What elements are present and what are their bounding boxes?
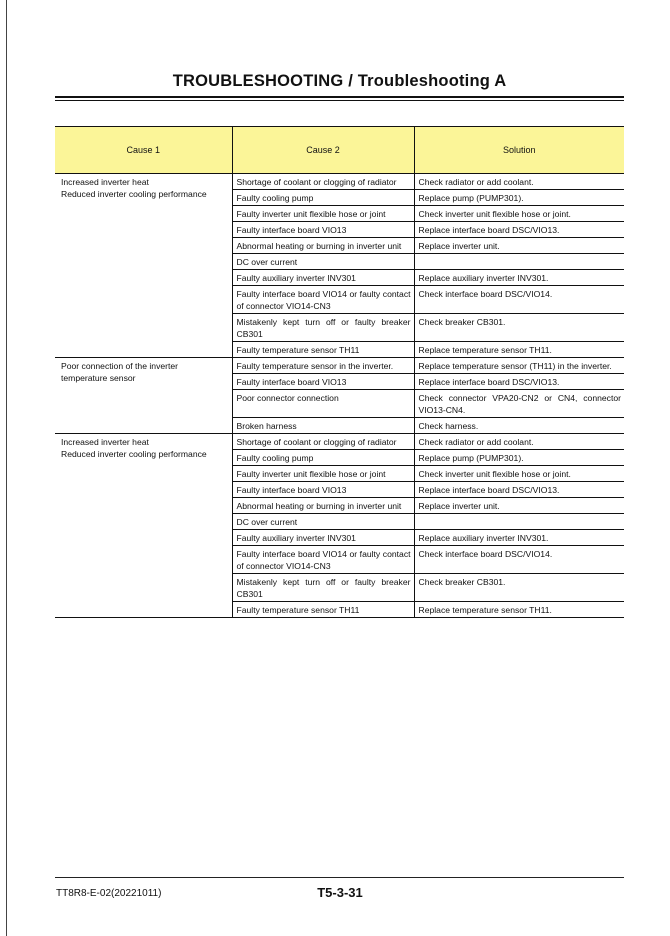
solution-cell: [414, 254, 624, 270]
solution-cell: Check radiator or add coolant.: [414, 434, 624, 450]
cause-2-cell: Shortage of coolant or clogging of radiator: [232, 174, 414, 190]
cause-2-cell: Faulty interface board VIO14 or faulty contact of connector VIO14-CN3: [232, 286, 414, 314]
cause-2-cell: Faulty temperature sensor TH11: [232, 602, 414, 618]
cause-2-cell: Shortage of coolant or clogging of radiator: [232, 434, 414, 450]
table-body: [55, 174, 624, 618]
solution-cell: Check breaker CB301.: [414, 574, 624, 602]
solution-cell: Check interface board DSC/VIO14.: [414, 546, 624, 574]
cause-1-line: temperature sensor: [61, 373, 136, 383]
table-row: [55, 358, 624, 374]
header-cause-2: Cause 2: [232, 127, 414, 174]
title-rule-thick: [55, 96, 624, 98]
cause-2-cell: Faulty interface board VIO13: [232, 374, 414, 390]
solution-cell: Replace auxiliary inverter INV301.: [414, 270, 624, 286]
cause-2-cell: Faulty interface board VIO13: [232, 482, 414, 498]
cause-1-line: Reduced inverter cooling performance: [61, 189, 207, 199]
footer-rule: [55, 877, 624, 878]
solution-cell: Replace inverter unit.: [414, 498, 624, 514]
cause-2-cell: Faulty temperature sensor TH11: [232, 342, 414, 358]
cause-2-cell: Abnormal heating or burning in inverter unit: [232, 238, 414, 254]
cause-1-cell: [55, 358, 232, 434]
page-title: TROUBLESHOOTING / Troubleshooting A: [172, 72, 507, 90]
solution-cell: Replace pump (PUMP301).: [414, 450, 624, 466]
cause-2-cell: Abnormal heating or burning in inverter unit: [232, 498, 414, 514]
cause-1-line: Poor connection of the inverter: [61, 361, 179, 371]
table-row: [55, 174, 624, 190]
solution-cell: Replace interface board DSC/VIO13.: [414, 374, 624, 390]
cause-1-line: Increased inverter heat: [61, 437, 149, 447]
cause-2-cell: Broken harness: [232, 418, 414, 434]
cause-1-line: Increased inverter heat: [61, 177, 149, 187]
solution-cell: Replace inverter unit.: [414, 238, 624, 254]
document-code: TT8R8-E-02(20221011): [56, 888, 162, 899]
cause-2-cell: Faulty inverter unit flexible hose or joint: [232, 206, 414, 222]
cause-2-cell: Faulty inverter unit flexible hose or joint: [232, 466, 414, 482]
cause-2-cell: Faulty interface board VIO13: [232, 222, 414, 238]
cause-2-cell: Faulty interface board VIO14 or faulty contact of connector VIO14-CN3: [232, 546, 414, 574]
cause-2-cell: Faulty cooling pump: [232, 450, 414, 466]
solution-cell: Check inverter unit flexible hose or joint.: [414, 466, 624, 482]
solution-cell: Replace temperature sensor TH11.: [414, 342, 624, 358]
solution-cell: Check radiator or add coolant.: [414, 174, 624, 190]
solution-cell: Replace auxiliary inverter INV301.: [414, 530, 624, 546]
page-number: T5-3-31: [317, 885, 363, 900]
cause-2-cell: Mistakenly kept turn off or faulty breaker CB301: [232, 574, 414, 602]
cause-2-cell: Mistakenly kept turn off or faulty breaker CB301: [232, 314, 414, 342]
solution-cell: Check interface board DSC/VIO14.: [414, 286, 624, 314]
table-header-row: [55, 127, 624, 174]
solution-cell: Check breaker CB301.: [414, 314, 624, 342]
solution-cell: Check connector VPA20-CN2 or CN4, connector VIO13-CN4.: [414, 390, 624, 418]
page-edge-line: [6, 0, 7, 936]
solution-cell: Replace temperature sensor TH11.: [414, 602, 624, 618]
cause-2-cell: Faulty temperature sensor in the inverter.: [232, 358, 414, 374]
header-cause-1: Cause 1: [55, 127, 232, 174]
cause-2-cell: Faulty auxiliary inverter INV301: [232, 530, 414, 546]
header-solution: Solution: [414, 127, 624, 174]
solution-cell: Replace pump (PUMP301).: [414, 190, 624, 206]
title-rule-thin: [55, 100, 624, 101]
cause-1-line: Reduced inverter cooling performance: [61, 449, 207, 459]
solution-cell: Check harness.: [414, 418, 624, 434]
solution-cell: [414, 514, 624, 530]
cause-2-cell: DC over current: [232, 254, 414, 270]
solution-cell: Replace temperature sensor (TH11) in the inverter.: [414, 358, 624, 374]
solution-cell: Replace interface board DSC/VIO13.: [414, 222, 624, 238]
cause-1-cell: [55, 174, 232, 358]
cause-1-cell: [55, 434, 232, 618]
solution-cell: Replace interface board DSC/VIO13.: [414, 482, 624, 498]
cause-2-cell: Poor connector connection: [232, 390, 414, 418]
solution-cell: Check inverter unit flexible hose or joint.: [414, 206, 624, 222]
cause-2-cell: Faulty cooling pump: [232, 190, 414, 206]
cause-2-cell: Faulty auxiliary inverter INV301: [232, 270, 414, 286]
cause-2-cell: DC over current: [232, 514, 414, 530]
troubleshooting-table: [55, 126, 624, 618]
table-row: [55, 434, 624, 450]
